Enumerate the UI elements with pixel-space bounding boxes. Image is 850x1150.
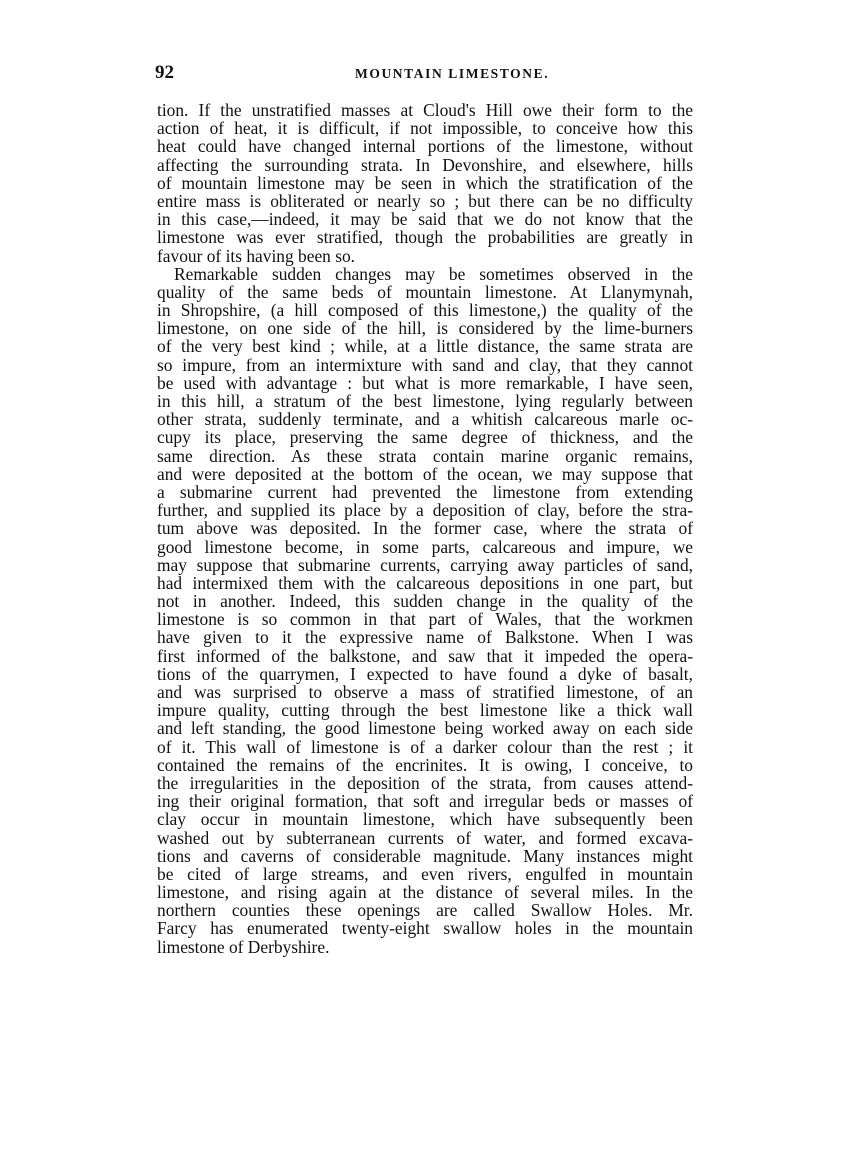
text-line: of mountain limestone may be seen in which the stratification of the [157, 172, 693, 193]
text-line: a submarine current had prevented the limestone from extending [157, 481, 693, 502]
text-line: tions of the quarrymen, I expected to have found a dyke of basalt, [157, 663, 693, 684]
text-line: favour of its having been so. [157, 245, 356, 266]
text-line: tion. If the unstratified masses at Cloud's Hill owe their form to the [157, 100, 693, 120]
text-line: and left standing, the good limestone being worked away on each side [157, 718, 693, 739]
text-line: action of heat, it is difficult, if not impossible, to conceive how this [157, 118, 693, 139]
text-line: further, and supplied its place by a deposition of clay, before the stra- [157, 500, 693, 521]
text-line: be cited of large streams, and even rivers, engulfed in mountain [157, 863, 693, 884]
text-line: ing their original formation, that soft and irregular beds or masses of [157, 791, 693, 812]
text-line: limestone of Derbyshire. [157, 936, 330, 957]
text-line: quality of the same beds of mountain limestone. At Llanymynah, [157, 281, 693, 302]
text-line: tum above was deposited. In the former case, where the strata of [157, 518, 693, 539]
text-line: have given to it the expressive name of Balkstone. When I was [157, 627, 693, 648]
running-head: MOUNTAIN LIMESTONE. [355, 66, 550, 81]
text-line: not in another. Indeed, this sudden change in the quality of the [157, 591, 693, 612]
text-line: Farcy has enumerated twenty-eight swallow holes in the mountain [157, 918, 693, 939]
text-line: same direction. As these strata contain marine organic remains, [157, 445, 693, 466]
text-line: may suppose that submarine currents, carrying away particles of sand, [157, 554, 693, 575]
text-line: other strata, suddenly terminate, and a whitish calcareous marle oc- [157, 409, 693, 430]
text-line: first informed of the balkstone, and saw that it impeded the opera- [157, 645, 693, 666]
text-line: good limestone become, in some parts, calcareous and impure, we [157, 536, 693, 557]
text-line: impure quality, cutting through the best limestone like a thick wall [157, 700, 693, 721]
text-line: cupy its place, preserving the same degree of thickness, and the [157, 427, 693, 448]
text-line: clay occur in mountain limestone, which have subsequently been [157, 809, 693, 830]
text-line: in this hill, a stratum of the best limestone, lying regularly between [157, 391, 693, 411]
text-line: limestone is so common in that part of Wales, that the workmen [157, 609, 693, 630]
text-line: so impure, from an intermixture with sand and clay, that they cannot [157, 354, 693, 375]
text-line: Remarkable sudden changes may be sometimes observed in the [174, 263, 693, 284]
text-line: had intermixed them with the calcareous depositions in one part, but [157, 572, 693, 593]
text-line: entire mass is obliterated or nearly so ; but there can be no difficulty [157, 190, 693, 211]
text-line: washed out by subterranean currents of water, and formed excava- [157, 827, 693, 848]
page-number: 92 [155, 62, 174, 83]
page-header [155, 62, 700, 86]
text-line: heat could have changed internal portions of the limestone, without [157, 136, 693, 157]
body-text [157, 101, 693, 956]
text-line: limestone was ever stratified, though the probabilities are greatly in [157, 227, 693, 248]
text-line: and was surprised to observe a mass of stratified limestone, of an [157, 682, 693, 702]
text-line: of it. This wall of limestone is of a darker colour than the rest ; it [157, 736, 693, 757]
text-line: in this case,—indeed, it may be said that we do not know that the [157, 209, 693, 230]
text-line: be used with advantage : but what is more remarkable, I have seen, [157, 372, 693, 393]
text-line: tions and caverns of considerable magnitude. Many instances might [157, 845, 693, 866]
text-line: limestone, on one side of the hill, is considered by the lime-burners [157, 318, 693, 339]
text-line: contained the remains of the encrinites. It is owing, I conceive, to [157, 754, 693, 775]
text-line: the irregularities in the deposition of the strata, from causes attend- [157, 772, 693, 793]
text-line: in Shropshire, (a hill composed of this limestone,) the quality of the [157, 300, 693, 321]
text-line: and were deposited at the bottom of the ocean, we may suppose that [157, 463, 693, 484]
text-line: northern counties these openings are called Swallow Holes. Mr. [157, 900, 693, 921]
text-line: affecting the surrounding strata. In Devonshire, and elsewhere, hills [157, 154, 693, 175]
text-line: limestone, and rising again at the distance of several miles. In the [157, 882, 693, 903]
text-line: of the very best kind ; while, at a little distance, the same strata are [157, 336, 693, 357]
